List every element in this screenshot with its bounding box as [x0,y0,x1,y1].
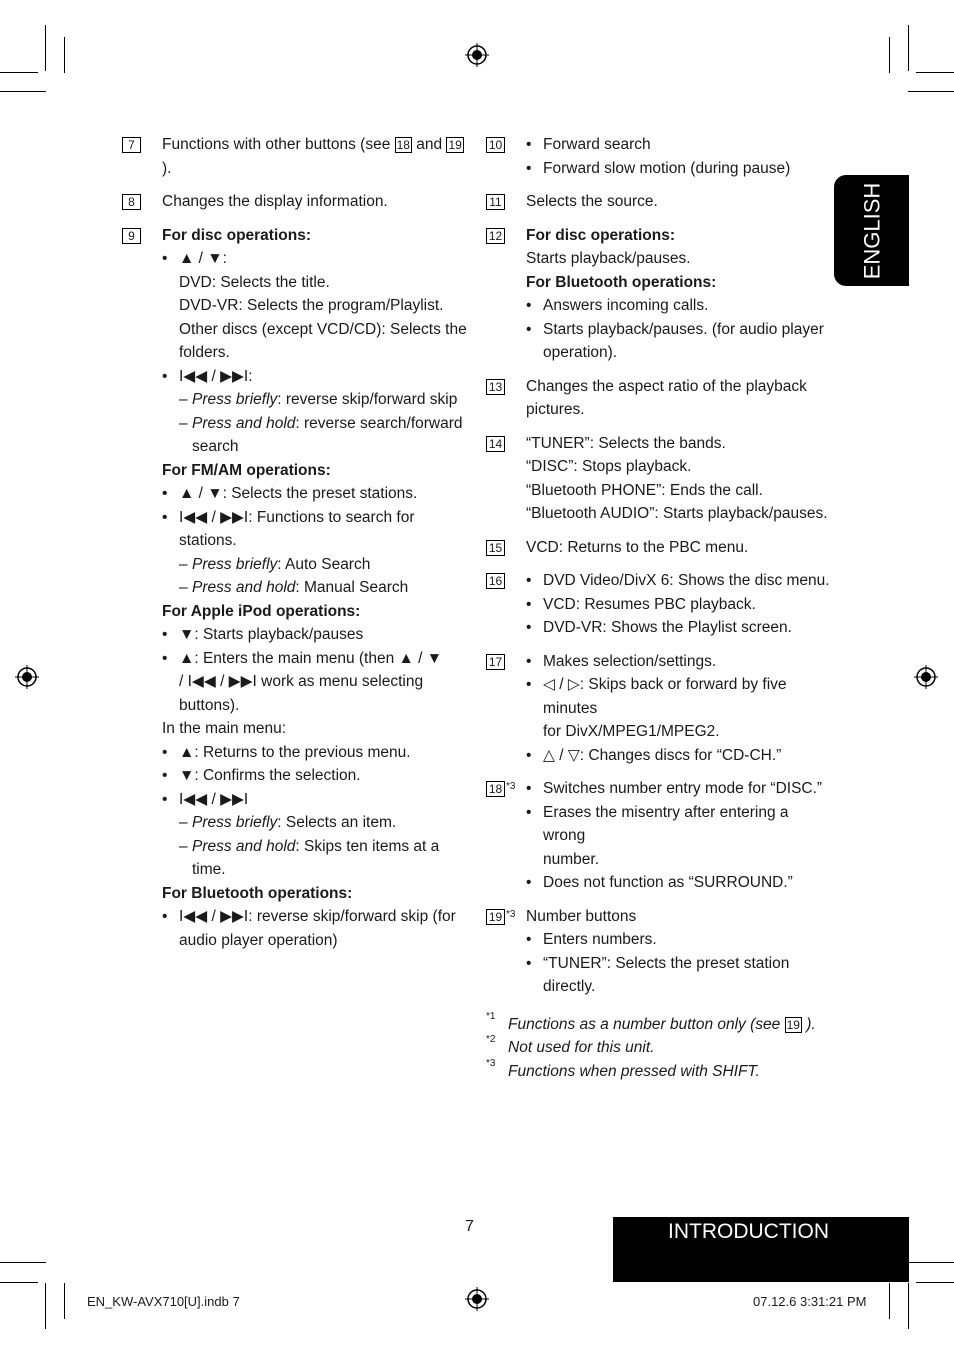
right-column [486,133,831,1083]
page-number: 7 [465,1218,474,1235]
footnote-marker: *3 [506,908,516,920]
section-heading: For disc operations: [162,226,311,244]
item-19: 19 *3 Number buttons • Enters numbers. • “TUNER”: Selects the preset station directly. [486,905,831,999]
bullet: • Starts playback/pauses. (for audio player [526,318,831,342]
english-tab-label: ENGLISH [858,182,884,279]
bullet: • Switches number entry mode for “DISC.” [526,777,831,801]
bullet: • Forward slow motion (during pause) [526,157,831,181]
item-7: 7 Functions with other buttons (see 18 and 19). [122,133,467,180]
item-15: 15 VCD: Returns to the PBC menu. [486,536,831,560]
bullet: • Erases the misentry after entering a wrong [526,801,831,848]
item-11: 11 Selects the source. [486,190,831,214]
bullet: • I◀◀ / ▶▶I: Functions to search for stations. [162,506,467,553]
crop-mark [64,37,65,73]
bullet: • ▲: Returns to the previous menu. [162,741,467,765]
registration-mark-icon [15,665,39,689]
bullet: • ▲ / ▼: [162,247,467,271]
crop-mark [0,1262,46,1263]
crop-mark [908,1283,909,1329]
item-number: 15 [486,540,505,556]
crop-mark [889,1283,890,1319]
bullet: • I◀◀ / ▶▶I [162,788,467,812]
item-number: 8 [122,194,141,210]
item-number: 9 [122,228,141,244]
crop-mark [0,1282,38,1283]
section-heading: For Apple iPod operations: [162,602,361,620]
item-8: 8 Changes the display information. [122,190,467,214]
crop-mark [908,1262,954,1263]
bullet: • I◀◀ / ▶▶I: reverse skip/forward skip (for [162,905,467,929]
item-16 [486,569,831,640]
footnotes [486,1010,831,1084]
ref-number: 19 [786,1017,800,1032]
section-heading: For Bluetooth operations: [162,884,353,902]
bullet: • “TUNER”: Selects the preset station directly. [526,952,831,999]
crop-mark [0,91,46,92]
bullet: • I◀◀ / ▶▶I: [162,365,467,389]
bullet: • Answers incoming calls. [526,294,831,318]
ref-number: 18 [396,138,410,152]
item-number: 18 [486,781,505,797]
crop-mark [908,25,909,71]
item-number: 11 [486,194,505,210]
bullet: • Does not function as “SURROUND.” [526,871,831,895]
bullet: • △ / ▽: Changes discs for “CD-CH.” [526,744,831,768]
sub-item: – Press briefly: reverse skip/forward skip [179,391,458,408]
bullet: • VCD: Resumes PBC playback. [526,593,831,617]
introduction-tab-label: INTRODUCTION [668,1220,829,1243]
crop-mark [45,1283,46,1329]
registration-mark-icon [465,43,489,67]
item-number: 13 [486,379,505,395]
left-column [122,133,467,962]
footnote: *1 Functions as a number button only (see 19 ). [486,1010,816,1033]
item-14: 14 “TUNER”: Selects the bands. “DISC”: Stops playback. “Bluetooth PHONE”: Ends the call. “Bluetooth AUDIO”: Starts playback/pauses. [486,432,831,526]
english-tab [834,175,909,286]
item-18: 18 *3 • Switches number entry mode for “DISC.” • Erases the misentry after entering a wrong number. • Does not function as “SURROUND.” [486,777,831,895]
crop-mark [916,1282,954,1283]
footnote: *3 Functions when pressed with SHIFT. [486,1057,760,1080]
item-number: 14 [486,436,505,452]
footnote: *2 Not used for this unit. [486,1034,655,1056]
crop-mark [889,37,890,73]
section-heading: For FM/AM operations: [162,461,331,479]
bullet: • ▲: Enters the main menu (then ▲ / ▼ [162,647,467,671]
crop-mark [64,1283,65,1319]
ref-number: 19 [448,138,462,152]
section-heading: For Bluetooth operations: [526,273,717,291]
bullet: • ▼: Confirms the selection. [162,764,467,788]
sub-item: – Press briefly: Auto Search [179,555,371,573]
bullet: • ◁ / ▷: Skips back or forward by five minutes [526,673,831,720]
bullet: • ▲ / ▼: Selects the preset stations. [162,482,467,506]
item-number: 7 [122,137,141,153]
crop-mark [0,72,38,73]
bullet: • Makes selection/settings. [526,650,831,674]
sub-item: – Press and hold: Manual Search [179,579,409,596]
introduction-tab [613,1217,909,1282]
item-12: 12 For disc operations: Starts playback/pauses. For Bluetooth operations: • Answers incoming calls. • Starts playback/pauses. (for audio player operation). [486,224,831,365]
slug-filename: EN_KW-AVX710[U].indb 7 [87,1294,240,1309]
sub-item: – Press and hold: Skips ten items at a time. [179,837,440,878]
slug-timestamp: 07.12.6 3:31:21 PM [753,1294,867,1309]
crop-mark [916,72,954,73]
footnote-marker: *3 [506,781,516,792]
item-10 [486,133,831,180]
bullet: • DVD-VR: Shows the Playlist screen. [526,616,831,640]
item-number: 19 [486,909,505,925]
sub-item: – Press and hold: reverse search/forward [179,414,463,432]
item-number: 16 [486,573,505,589]
item-13: 13 Changes the aspect ratio of the playback pictures. [486,375,831,422]
item-17: 17 • Makes selection/settings. • ◁ / ▷: Skips back or forward by five minutes for DivX/MPEG1/MPEG2. • △ / ▽: Changes discs for “CD-CH.” [486,650,831,768]
item-number: 12 [486,228,505,244]
registration-mark-icon [465,1287,489,1311]
registration-mark-icon [914,665,938,689]
crop-mark [908,91,954,92]
bullet: • Forward search [526,133,831,157]
bullet: • Enters numbers. [526,928,831,952]
sub-item: – Press briefly: Selects an item. [179,814,397,831]
section-heading: For disc operations: [526,226,675,244]
item-number: 10 [486,137,505,153]
bullet: • DVD Video/DivX 6: Shows the disc menu. [526,569,831,593]
item-9: 9 For disc operations: • ▲ / ▼: DVD: Selects the title. DVD-VR: Selects the program/Playlist. Other discs (except VCD/CD): Selects the folders. • I◀◀ / ▶▶I: – Press briefly: reverse skip/forward skip – Press and hold: reverse search/forward search For FM/AM operations: • ▲ / ▼: Selects the preset stations. • I◀◀ / ▶▶I: Functions to search for stations. – Press briefly: Auto Search – Press and hold: Manual Search For Apple iPod operations: • ▼: Starts playback/pauses • ▲: Enters the main menu (then ▲ / ▼ / I◀◀ / ▶▶I work as menu selecting buttons). In the main menu: • ▲: Returns to the previous menu. • ▼: Confirms the selection. • I◀◀ / ▶▶I – Press briefly: Selects an item. – Press and hold: Skips ten items at a time. For Bluetooth operations: • I◀◀ / ▶▶I: reverse skip/forward skip (for audio player operation) [122,224,467,953]
item-number: 17 [486,654,505,670]
bullet: • ▼: Starts playback/pauses [162,623,467,647]
crop-mark [45,25,46,71]
